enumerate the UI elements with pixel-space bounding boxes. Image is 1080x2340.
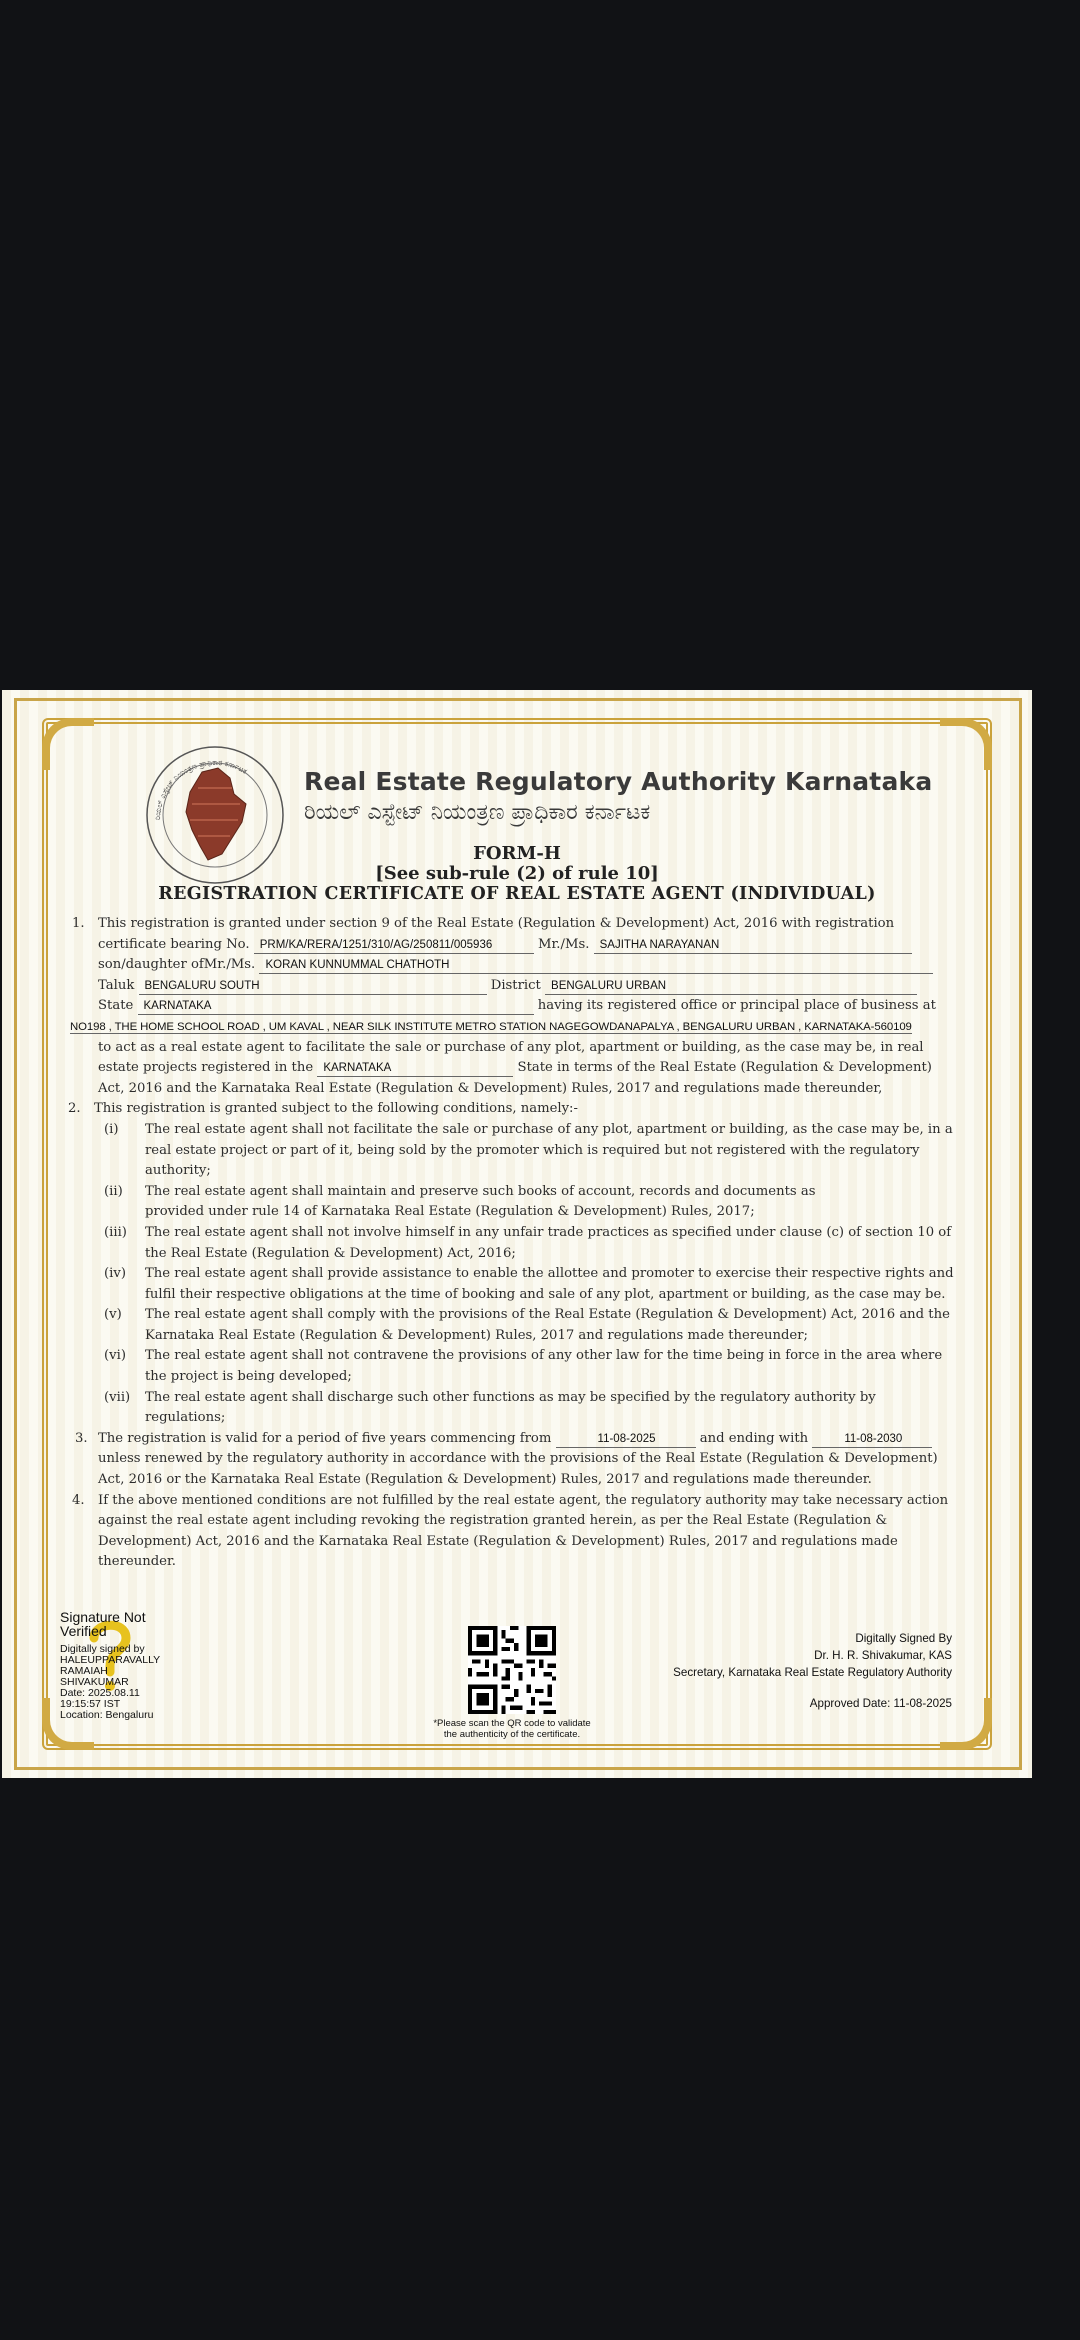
- parent-label: son/daughter ofMr./Ms.: [98, 957, 256, 973]
- condition-item: [72, 1388, 962, 1429]
- digital-signature-block: [60, 1610, 180, 1721]
- qr-note-line: *Please scan the QR code to validate: [433, 1718, 591, 1729]
- clause-text: State in terms of the Real Estate (Regulation & Development): [517, 1060, 932, 1076]
- start-date: 11-08-2025: [556, 1431, 696, 1448]
- condition-roman: (iii): [104, 1224, 127, 1240]
- registration-certificate[interactable]: [2, 690, 1032, 1778]
- parent-name: KORAN KUNNUMMAL CHATHOTH: [259, 957, 933, 974]
- signer-designation: Secretary, Karnataka Real Estate Regulatory Authority: [673, 1666, 952, 1679]
- signature-status-line2: Verified: [60, 1623, 107, 1639]
- clause-text: The registration is valid for a period of five years commencing from: [98, 1430, 552, 1446]
- clause-1-line-8: [72, 1058, 962, 1079]
- approved-date: Approved Date: 11-08-2025: [809, 1697, 952, 1710]
- clause-3-line-1: [72, 1429, 962, 1450]
- authority-title-english: Real Estate Regulatory Authority Karnataka: [304, 767, 933, 796]
- taluk-label: Taluk: [98, 977, 135, 993]
- condition-text: The real estate agent shall not contravene the provisions of any other law for the time being in force in the area where the project is being developed;: [145, 1348, 943, 1385]
- condition-roman: (vii): [104, 1389, 131, 1405]
- qr-note: [412, 1718, 612, 1740]
- condition-roman: (i): [104, 1121, 119, 1137]
- condition-text: The real estate agent shall maintain and preserve such books of account, records and documents as provided under rule 14 of Karnataka Real Estate (Regulation & Development) Rules, 2017;: [145, 1183, 816, 1220]
- condition-item: [72, 1305, 962, 1346]
- clause-text: This registration is granted under section 9 of the Real Estate (Regulation & Development) Act, 2016 with registration: [98, 916, 895, 931]
- condition-roman: (ii): [104, 1183, 123, 1199]
- clause-1-line-7: [72, 1038, 962, 1059]
- clause-1-line-3: [72, 955, 962, 976]
- condition-roman: (v): [104, 1307, 122, 1323]
- end-date: 11-08-2030: [812, 1431, 932, 1448]
- agent-name: SAJITHA NARAYANAN: [594, 937, 912, 954]
- clause-number: 2.: [68, 1101, 81, 1117]
- condition-roman: (vi): [104, 1348, 126, 1364]
- condition-item: [72, 1120, 962, 1182]
- signer-name-1: HALEUPPARAVALLY: [60, 1654, 161, 1666]
- project-state: KARNATAKA: [317, 1060, 513, 1077]
- signer-name-2: RAMAIAH: [60, 1665, 108, 1677]
- clause-text: Act, 2016 and the Karnataka Real Estate (Regulation & Development) Rules, 2017 and regulations made thereunder,: [98, 1080, 883, 1096]
- certificate-number: PRM/KA/RERA/1251/310/AG/250811/005936: [254, 937, 534, 954]
- condition-item: [72, 1182, 962, 1223]
- condition-item: [72, 1264, 962, 1305]
- clause-1-line-5: [72, 996, 962, 1017]
- corner-ornament: [42, 718, 94, 770]
- condition-item: [72, 1346, 962, 1387]
- district-label: District: [490, 977, 541, 993]
- signature-date: Date: 2025.08.11: [60, 1687, 140, 1699]
- clause-1-line-2: [72, 935, 962, 956]
- clause-text: and ending with: [699, 1430, 809, 1446]
- mr-label: Mr./Ms.: [537, 936, 590, 952]
- certificate-heading: REGISTRATION CERTIFICATE OF REAL ESTATE AGENT (INDIVIDUAL): [158, 884, 876, 904]
- signature-time: 19:15:57 IST: [60, 1698, 121, 1710]
- condition-roman: (iv): [104, 1266, 126, 1282]
- clause-text: to act as a real estate agent to facilitate the sale or purchase of any plot, apartment or building, as the case may be, in real: [98, 1039, 924, 1055]
- clause-text: estate projects registered in the: [98, 1060, 314, 1076]
- signature-location: Location: Bengaluru: [60, 1709, 154, 1721]
- district-value: BENGALURU URBAN: [545, 978, 917, 995]
- signer-line: Digitally Signed By: [855, 1632, 952, 1645]
- seal-text: ರಿಯಲ್ ಎಸ್ಟೇಟ್ ನಿಯಂತ್ರಣ ಪ್ರಾಧಿಕಾರ ಕರ್ನಾಟಕ: [152, 757, 249, 821]
- clause-1-line-9: [72, 1079, 962, 1100]
- cert-label: certificate bearing No.: [98, 936, 250, 952]
- office-text: having its registered office or principal place of business at: [537, 998, 936, 1014]
- clause-number: 1.: [72, 916, 85, 931]
- clause-1-line-4: [72, 976, 962, 997]
- clause-3-rest: unless renewed by the regulatory authority in accordance with the provisions of the Real Estate (Regulation & Development) Act, 2016 or the Karnataka Real Estate (Regulation & Development) Rules, 2017 and regulations made thereunder.: [98, 1451, 938, 1488]
- state-value: KARNATAKA: [138, 998, 534, 1015]
- taluk-value: BENGALURU SOUTH: [139, 978, 487, 995]
- condition-text: The real estate agent shall discharge such other functions as may be specified by the regulatory authority by regulations;: [145, 1389, 876, 1426]
- authority-signer-block: [673, 1630, 952, 1712]
- clause-4: [72, 1491, 962, 1573]
- form-name: FORM-H: [473, 843, 561, 864]
- clause-number: 3.: [75, 1430, 88, 1446]
- form-rule: [See sub-rule (2) of rule 10]: [375, 863, 659, 884]
- clause-1-address-line: [72, 1017, 962, 1038]
- clause-2-intro: [68, 1099, 962, 1120]
- conditions-list: [72, 1120, 962, 1429]
- clause-1-line-1: [72, 914, 962, 935]
- condition-text: The real estate agent shall not facilitate the sale or purchase of any plot, apartment or building, as the case may be, in a real estate project or part of it, being sold by the promoter which is required but not registered with the regulatory authority;: [145, 1121, 953, 1179]
- state-label: State: [98, 998, 134, 1014]
- condition-text: The real estate agent shall comply with the provisions of the Real Estate (Regulation & Development) Act, 2016 and the Karnataka Real Estate (Regulation & Development) Rules, 2017 and regulations made thereunder;: [145, 1307, 950, 1343]
- condition-item: [72, 1223, 962, 1264]
- qr-note-line: the authenticity of the certificate.: [443, 1729, 581, 1740]
- signed-by-label: Digitally signed by: [60, 1643, 145, 1655]
- clause-text: This registration is granted subject to the following conditions, namely:-: [94, 1101, 578, 1117]
- signature-status-line1: Signature Not: [60, 1609, 146, 1625]
- signer-name: Dr. H. R. Shivakumar, KAS: [814, 1649, 952, 1662]
- qr-code-icon[interactable]: [468, 1626, 556, 1714]
- authority-title-kannada: ರಿಯಲ್ ಎಸ್ಟೇಟ್ ನಿಯಂತ್ರಣ ಪ್ರಾಧಿಕಾರ ಕರ್ನಾಟಕ: [304, 800, 651, 825]
- condition-text: The real estate agent shall provide assistance to enable the allottee and promoter to exercise their respective rights and fulfil their respective obligations at the time of booking and sale of any plot, apartment or building, as the case may be.: [145, 1266, 954, 1302]
- clause-text: If the above mentioned conditions are not fulfilled by the real estate agent, the regulatory authority may take necessary action against the real estate agent including revoking the registration granted herein, as per the Real Estate (Regulation & Development) Act, 2016 and the Karnataka Real Estate (Regulation & Development) Rules, 2017 and regulations made thereunder.: [98, 1492, 949, 1570]
- office-address: NO198 , THE HOME SCHOOL ROAD , UM KAVAL , NEAR SILK INSTITUTE METRO STATION NAGEGOWDANAPALYA , BENGALURU URBAN , KARNATAKA-560109: [70, 1020, 912, 1033]
- certificate-body: [68, 914, 962, 1573]
- condition-text: The real estate agent shall not involve himself in any unfair trade practices as specified under clause (c) of section 10 of the Real Estate (Regulation & Development) Act, 2016;: [145, 1224, 952, 1261]
- clause-number: 4.: [72, 1492, 85, 1508]
- signer-name-3: SHIVAKUMAR: [60, 1676, 129, 1688]
